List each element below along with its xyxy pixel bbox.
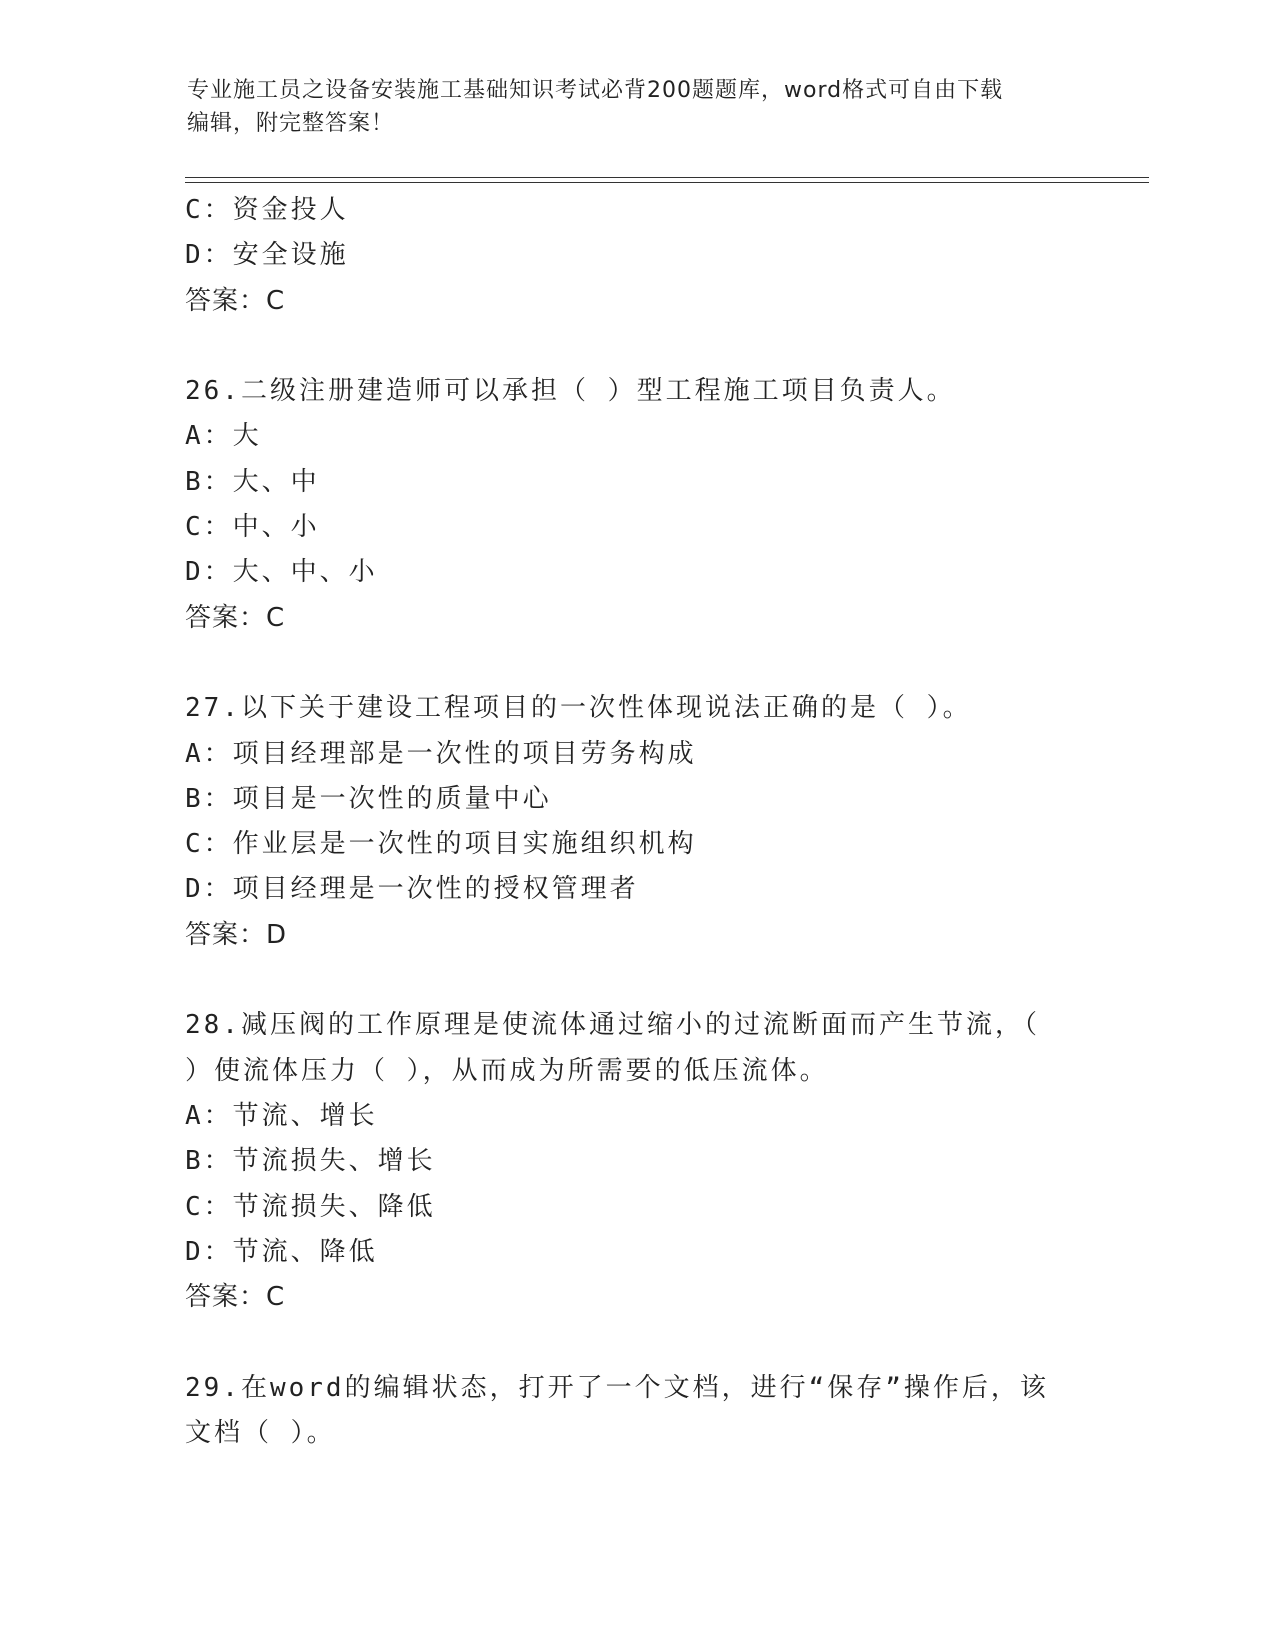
question-stem-line-2: ）使流体压力（ ），从而成为所需要的低压流体。 (185, 1055, 829, 1086)
header-line-1: 专业施工员之设备安装施工基础知识考试必背200题题库，word格式可自由下载 (187, 78, 1004, 103)
answer-line: 答案：C (185, 285, 286, 316)
header-line-2: 编辑，附完整答案！ (187, 111, 395, 136)
option-c: C：中、小 (185, 512, 320, 543)
option-d: D：节流、降低 (185, 1236, 378, 1267)
option-d: D：大、中、小 (185, 557, 378, 588)
answer-line: 答案：D (185, 919, 288, 950)
header-divider-bottom (185, 182, 1149, 183)
option-c: C：节流损失、降低 (185, 1191, 436, 1222)
question-28 (185, 1003, 1085, 1320)
question-27 (185, 686, 1085, 958)
option-b: B：项目是一次性的质量中心 (185, 783, 552, 814)
question-stem: 27.以下关于建设工程项目的一次性体现说法正确的是（ ）。 (185, 693, 972, 724)
option-c: C：作业层是一次性的项目实施组织机构 (185, 829, 697, 860)
continued-question (185, 188, 1085, 324)
question-stem-line-2: 文档（ ）。 (185, 1418, 336, 1449)
question-stem: 26.二级注册建造师可以承担（ ）型工程施工项目负责人。 (185, 376, 956, 407)
document-body (185, 188, 1085, 1456)
document-header (187, 74, 1067, 140)
question-stem-line-1: 29.在word的编辑状态，打开了一个文档，进行“保存”操作后，该 (185, 1372, 1049, 1403)
question-stem-line-1: 28.减压阀的工作原理是使流体通过缩小的过流断面而产生节流，（ (185, 1010, 1040, 1041)
question-29 (185, 1366, 1085, 1457)
answer-line: 答案：C (185, 602, 286, 633)
answer-line: 答案：C (185, 1282, 286, 1313)
option-a: A：项目经理部是一次性的项目劳务构成 (185, 738, 697, 769)
question-26 (185, 369, 1085, 641)
option-a: A：大 (185, 421, 262, 452)
option-b: B：大、中 (185, 466, 320, 497)
option-b: B：节流损失、增长 (185, 1146, 436, 1177)
option-a: A：节流、增长 (185, 1100, 378, 1131)
header-divider-top (185, 177, 1149, 178)
option-d: D：安全设施 (185, 240, 349, 271)
option-d: D：项目经理是一次性的授权管理者 (185, 874, 639, 905)
option-c: C：资金投人 (185, 195, 349, 225)
